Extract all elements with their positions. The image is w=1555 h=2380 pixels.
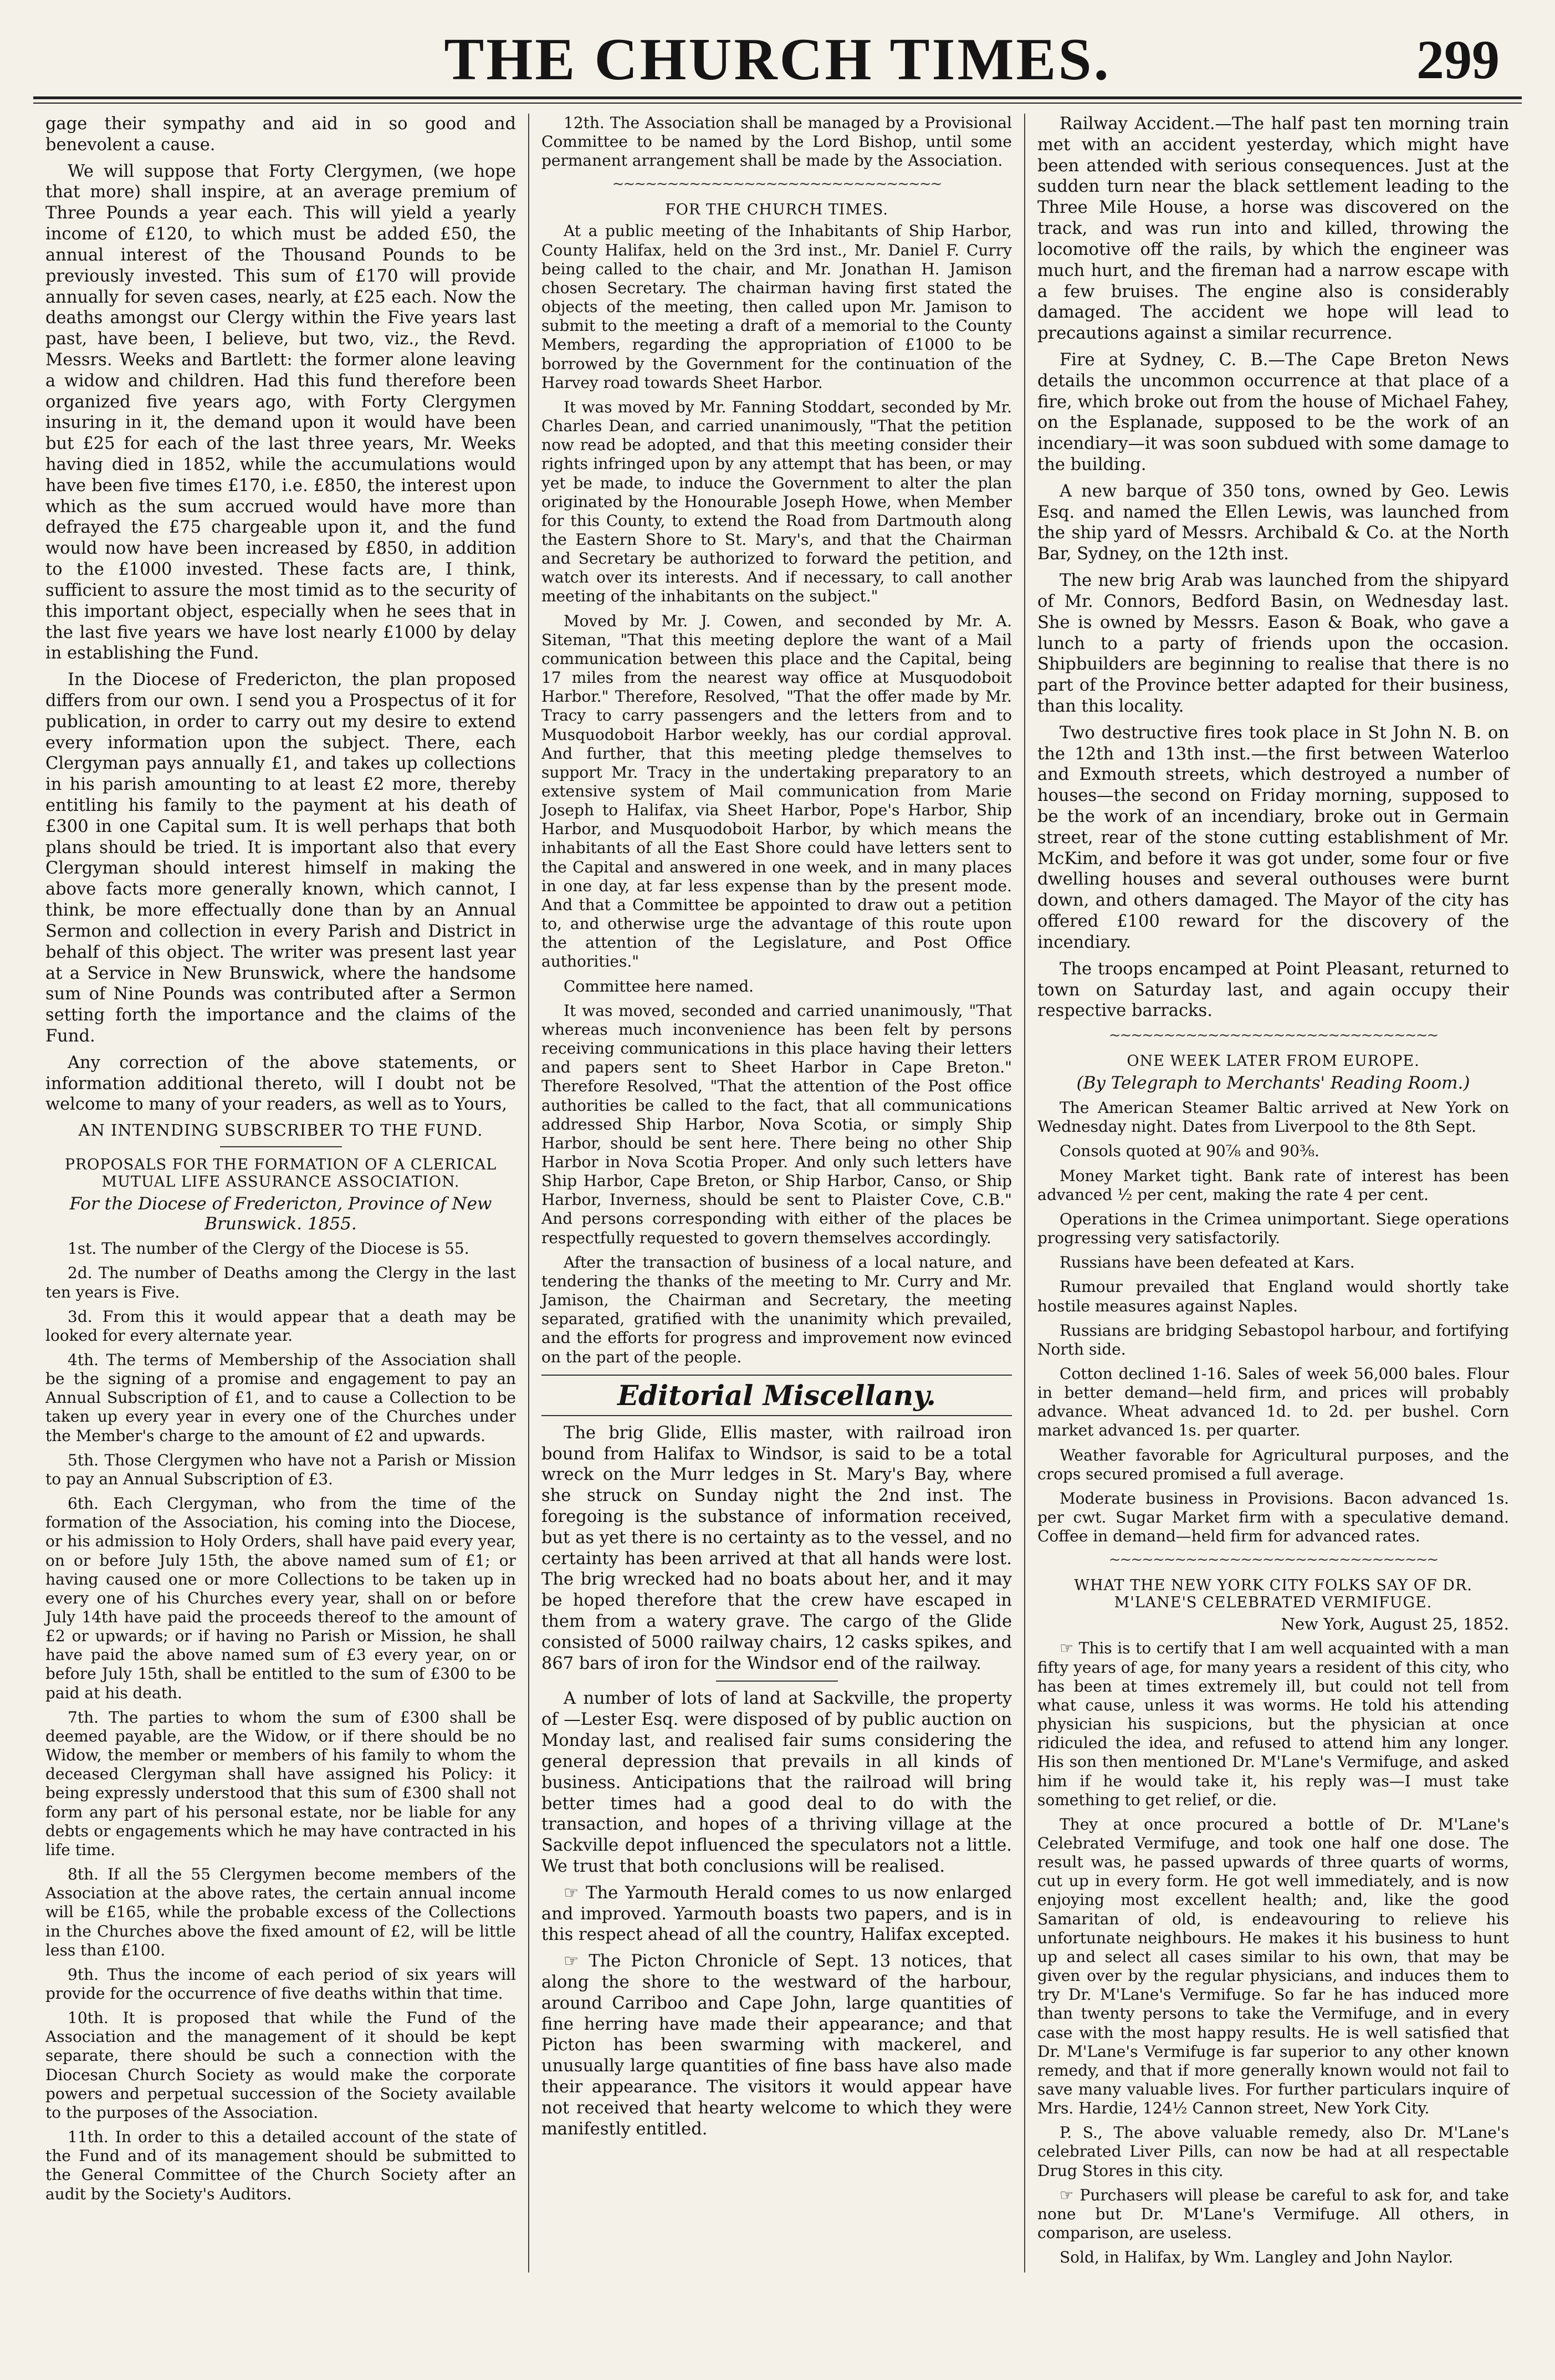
news-paragraph: Weather favorable for Agricultural purposes, and the crops secured promised a full average. (1037, 1446, 1509, 1483)
article-paragraph: A number of lots of land at Sackville, the property of —Lester Esq. were disposed of by public auction on Monday last, and realised fair sums considering the general depression that prevails in all kinds of business. Anticipations that the railroad will bring better times had a good deal to do with the transaction, and hopes of a thriving village at the Sackville depot influenced the speculators not a little. We trust that both conclusions will be realised. (541, 1689, 1012, 1876)
columns (33, 114, 1522, 2272)
news-paragraph: Cotton declined 1-16. Sales of week 56,000 bales. Flour in better demand—held firm, and prices will probably advance. Wheat advanced 1d. to 2d. per bushel. Corn market advanced 1s. per quarter. (1037, 1365, 1509, 1440)
proposal-item: 12th. The Association shall be managed by a Provisional Committee to be named by the Lord Bishop, until some permanent arrangement shall be made by the Association. (541, 114, 1012, 170)
news-paragraph: Consols quoted at 90⅞ and 90⅜. (1060, 1142, 1319, 1161)
news-paragraph: Railway Accident.—The half past ten morning train met with an accident yesterday, which might have been attended with serious consequences. Just at the sudden turn near the black settlement leading to the Three Mile House, a horse was discovered on the track, and was run into and killed, throwing the locomotive off the rails, by which the engineer was much hurt, and the fireman had a narrow escape with a few bruises. The engine also is considerably damaged. The accident we hope will lead to precautions against a similar recurrence. (1037, 114, 1509, 344)
proposal-item: 2d. The number of Deaths among the Clergy in the last ten years is Five. (45, 1264, 516, 1301)
proposal-item: 5th. Those Clergymen who have not a Parish or Mission to pay an Annual Subscription of £3. (45, 1451, 516, 1488)
news-paragraph: The troops encamped at Point Pleasant, returned to town on Saturday last, and again occupy their respective barracks. (1037, 959, 1509, 1021)
masthead (33, 20, 1522, 92)
wavy-rule: ~~~~~~~~~~~~~~~~~~~~~~~~~~~~~~ (1108, 1027, 1438, 1044)
news-paragraph: Money Market tight. Bank rate of interest has been advanced ½ per cent, making the rate 4 per cent. (1037, 1166, 1509, 1204)
news-paragraph: Two destructive fires took place in St John N. B. on the 12th and 13th inst.—the first between Waterloo and Exmouth streets, which destroyed a number of houses—the second on Friday morning, supposed to be the work of an incendiary, broke out in Germain street, rear of the stone cutting establishment of Mr. McKim, and before it was got under, some four or five dwelling houses and several outhouses were burnt down, and others damaged. The Mayor of the city has offered £100 reward for the discovery of the incendiary. (1037, 723, 1509, 952)
proposal-item: 7th. The parties to whom the sum of £300 shall be deemed payable, are the Widow, or if there should be no Widow, the member or members of his family to whom the deceased Clergyman shall have assigned his Policy: it being expressly understood that this sum of £300 shall not form any part of his personal estate, nor be liable for any debts or engagements which he may have contracted in his life time. (45, 1708, 516, 1859)
article-paragraph: The brig Glide, Ellis master, with railroad iron bound from Halifax to Windsor, is said to be a total wreck on the Murr ledges in St. Mary's Bay, where she struck on Sunday night the 2nd inst. The foregoing is the substance of information received, but as yet there is no certainty as to the vessel, and no certainty has been arrived at that all hands were lost. The brig wrecked had no boats about her, and it may be hoped therefore that the crew have escaped in them from a watery grave. The cargo of the Glide consisted of 5000 railway chairs, 12 casks spikes, and 867 bars of iron for the Windsor end of the railway. (541, 1423, 1012, 1673)
news-paragraph: The American Steamer Baltic arrived at New York on Wednesday night. Dates from Liverpool to the 8th Sept. (1037, 1099, 1509, 1136)
europe-news-heading: ONE WEEK LATER FROM EUROPE. (1127, 1053, 1420, 1070)
proposal-item: 4th. The terms of Membership of the Association shall be the signing of a promise and engagement to pay an Annual Subscription of £1, and to cause a Collection to be taken up every year in every one of the Churches under the Member's charge to the amount of £2 and upwards. (45, 1350, 516, 1445)
advertisement-paragraph: ☞ Purchasers will please be careful to ask for, and take none but Dr. M'Lane's Vermifuge. All others, in comparison, are useless. (1037, 2185, 1509, 2243)
article-paragraph: ☞ The Yarmouth Herald comes to us now enlarged and improved. Yarmouth boasts two papers, and is in this respect ahead of all the country, Halifax excepted. (541, 1883, 1012, 1945)
news-paragraph: A new barque of 350 tons, owned by Geo. Lewis Esq. and named the Ellen Lewis, was launched from the ship yard of Messrs. Archibald & Co. at the North Bar, Sydney, on the 12th inst. (1037, 481, 1509, 564)
news-paragraph: Russians are bridging Sebastopol harbour, and fortifying North side. (1037, 1321, 1509, 1358)
column-2 (529, 114, 1025, 2272)
proposal-item: 9th. Thus the income of each period of six years will provide for the occurrence of five deaths within that time. (45, 1965, 516, 2003)
article-paragraph: It was moved, seconded and carried unanimously, "That whereas much inconvenience has been felt by persons receiving communications in this place having their letters and papers sent to Sheet Harbor in Cape Breton." Therefore Resolved, "That the attention of the Post office authorities be called to the fact, that all communications addressed Ship Harbor, Nova Scotia, or simply Ship Harbor, should be sent here. There being no other Ship Harbor in Nova Scotia Proper. And only such letters have Ship Harbor, Cape Breton, or Ship Harbor, Canso, or Ship Harbor, Inverness, should be sent to Plaister Cove, C.B." And persons corresponding with either of the places be respectfully requested to govern themselves accordingly. (541, 1001, 1012, 1247)
proposals-subheading: For the Diocese of Fredericton, Province of New Brunswick. 1855. (69, 1194, 492, 1234)
advertisement-paragraph: Sold, in Halifax, by Wm. Langley and John Naylor. (1060, 2248, 1454, 2267)
section-heading: FOR THE CHURCH TIMES. (665, 201, 888, 219)
letter-signature: AN INTENDING SUBSCRIBER TO THE FUND. (78, 1121, 483, 1140)
article-paragraph: At a public meeting of the Inhabitants of Ship Harbor, County Halifax, held on the 3rd inst., Mr. Daniel F. Curry being called to the chair, and Mr. Jonathan H. Jamison chosen Secretary. The chairman having first stated the objects of the meeting, then called upon Mr. Jamison to submit to the meeting a draft of a memorial to the County Members, regarding the appropriation of £1000 to be borrowed by the Government for the continuation of the Harvey road towards Sheet Harbor. (541, 222, 1012, 392)
editorial-miscellany-heading: Editorial Miscellany. (541, 1375, 1012, 1416)
letter-paragraph: gage their sympathy and aid in so good and benevolent a cause. (45, 114, 516, 155)
article-paragraph: Moved by Mr. J. Cowen, and seconded by Mr. A. Siteman, "That this meeting deplore the want of a Mail communication between this place and the Capital, being 17 miles from the nearest way office at Musquodoboit Harbor." Therefore, Resolved, "That the offer made by Mr. Tracy to carry passengers and the letters from and to Musquodoboit Harbor weekly, has our cordial approval. And further, that this meeting pledge themselves to support Mr. Tracy in the undertaking preparatory to an extensive system of Mail communication from Marie Joseph to Halifax, via Sheet Harbor, Pope's Harbor, Ship Harbor, and Musquodoboit Harbor, by which means the inhabitants of all the East Shore could have letters sent to the Capital and answered in one week, and in many places in one day, at far less expense than by the present mode. And that a Committee be appointed to draw out a petition to, and otherwise urge the advantage of this route upon the attention of the Legislature, and Post Office authorities." (541, 611, 1012, 971)
proposal-item: 6th. Each Clergyman, who from the time of the formation of the Association, his coming into the Diocese, or his admission to Holy Orders, shall have paid every year, on or before July 15th, the above named sum of £1; or having caused one or more Collections to be taken up in every one of his Churches every year, shall on or before July 14th have paid the proceeds thereof to the amount of £2 or upwards; or if having no Parish or Mission, he shall have paid the above named sum of £3 every year, on or before July 15th, shall be entitled to the sum of £300 to be paid at his death. (45, 1494, 516, 1702)
letter-paragraph: In the Diocese of Fredericton, the plan proposed differs from our own. I send you a Prospectus of it for publication, in order to carry out my desire to extend every information upon the subject. There, each Clergyman pays annually £1, and takes up collections in his parish amounting to at least £2 more, thereby entitling his family to the payment at his death of £300 in one Capital sum. It is well perhaps that both plans should be tried. It is important also that every Clergyman should interest himself in making the above facts more generally known, which cannot, I think, be more effectually done than by an Annual Sermon and collection in every Parish and District in behalf of this object. The writer was present last year at a Service in New Brunswick, where the handsome sum of Nine Pounds was contributed after a Sermon setting forth the importance and the claims of the Fund. (45, 670, 516, 1046)
advertisement-paragraph: ☞ This is to certify that I am well acquainted with a man fifty years of age, for many years a resident of this city, who has been at times extremely ill, but could not tell from what cause, unless it was worms. He told his attending physician his suspicions, but the physician at once ridiculed the idea, and refused to attend him any longer. His son then mentioned Dr. M'Lane's Vermifuge, and asked him if he would take it, his reply was—I must take something to get relief, or die. (1037, 1639, 1509, 1809)
advertisement-heading: WHAT THE NEW YORK CITY FOLKS SAY OF DR. M'LANE'S CELEBRATED VERMIFUGE. (1074, 1577, 1472, 1612)
article-paragraph: Committee here named. (564, 977, 754, 995)
article-paragraph: After the transaction of business of a local nature, and tendering the thanks of the meeting to Mr. Curry and Mr. Jamison, the Chairman and Secretary, the meeting separated, gratified with the unanimity which prevailed, and the efforts for progress and improvement now evinced on the part of the people. (541, 1253, 1012, 1366)
masthead-rule (33, 96, 1522, 104)
advertisement-date: New York, August 25, 1852. (1281, 1615, 1509, 1634)
letter-paragraph: Any correction of the above statements, or information additional thereto, will I doubt not be welcome to many of your readers, as well as to Yours, (45, 1053, 516, 1115)
divider (220, 1146, 342, 1147)
proposals-heading: PROPOSALS FOR THE FORMATION OF A CLERICAL MUTUAL LIFE ASSURANCE ASSOCIATION. (64, 1156, 497, 1191)
article-paragraph: ☞ The Picton Chronicle of Sept. 13 notices, that along the shore to the westward of the harbour, around Carriboo and Cape John, large quantities of fine herring have made their appearance; and that Picton has been swarming with mackerel, and unusually large quantities of fine bass have also made their appearance. The visitors it would appear have not received that hearty welcome to which they were manifestly entitled. (541, 1952, 1012, 2139)
newspaper-title: THE CHURCH TIMES. (444, 27, 1111, 93)
proposal-item: 11th. In order to this a detailed account of the state of the Fund and of its management should be submitted to the General Committee of the Church Society after an audit by the Society's Auditors. (45, 2128, 516, 2203)
page-number: 299 (1416, 29, 1500, 90)
news-paragraph: Rumour prevailed that England would shortly take hostile measures against Naples. (1037, 1278, 1509, 1315)
news-paragraph: Operations in the Crimea unimportant. Siege operations progressing very satisfactorily. (1037, 1209, 1509, 1248)
proposal-item: 3d. From this it would appear that a death may be looked for every alternate year. (45, 1307, 516, 1345)
letter-paragraph: We will suppose that Forty Clergymen, (we hope that more) shall inspire, at an average premium of Three Pounds a year each. This will yield a yearly income of £120, to which must be added £50, the annual interest of the Thousand Pounds to be previously invested. This sum of £170 will provide annually for seven cases, nearly, at £25 each. Now the deaths amongst our Clergy within the Five years last past, have been, I believe, but two, viz., the Revd. Messrs. Weeks and Bartlett: the former alone leaving a widow and children. Had this fund therefore been organized five years ago, with Forty Clergymen insuring in it, the demand upon it would have been but £25 for each of the last three years, Mr. Weeks having died in 1852, while the accumulations would have been five times £170, i.e. £850, the interest upon which as the sum accrued would have more than defrayed the £75 chargeable upon it, and the fund would now have been increased by £850, in addition to the £1000 invested. These facts are, I think, sufficient to assure the most timid as to the security of this important object, especially when he sees that in the last five years we have lost nearly £1000 by delay in establishing the Fund. (45, 161, 516, 663)
wavy-rule: ~~~~~~~~~~~~~~~~~~~~~~~~~~~~~~ (1108, 1551, 1438, 1569)
news-paragraph: Fire at Sydney, C. B.—The Cape Breton News details the uncommon occurrence at that place of a fire, which broke out from the house of Michael Fahey, on the Esplanade, supposed to be the work of an incendiary—it was soon subdued with some damage to the building. (1037, 350, 1509, 474)
proposal-item: 8th. If all the 55 Clergymen become members of the Association at the above rates, the certain annual income will be £165, while the probable excess of the Collections in the Churches above the fixed amount of £2, will be little less than £100. (45, 1865, 516, 1959)
news-paragraph: Moderate business in Provisions. Bacon advanced 1s. per cwt. Sugar Market firm with a speculative demand. Coffee in demand—held firm for advanced rates. (1037, 1489, 1509, 1546)
proposal-item: 1st. The number of the Clergy of the Diocese is 55. (68, 1239, 469, 1258)
advertisement-paragraph: They at once procured a bottle of Dr. M'Lane's Celebrated Vermifuge, and took one half one dose. The result was, he passed upwards of three quarts of worms, cut up in every form. He got well immediately, and is now enjoying most excellent health; and, like the good Samaritan of old, is endeavouring to relieve his unfortunate neighbours. He makes it his business to hunt up and select all cases similar to his own, that may be given over by the regular physicians, and induces them to try Dr. M'Lane's Vermifuge. So far he has induced more than twenty persons to take the Vermifuge, and in every case with the most happy results. He is well satisfied that Dr. M'Lane's Vermifuge is far superior to any other known remedy, and that if more generally known would not fail to save many valuable lives. For further particulars inquire of Mrs. Hardie, 124½ Cannon street, New York City. (1037, 1815, 1509, 2118)
column-1 (33, 114, 529, 2272)
column-3 (1025, 114, 1521, 2272)
wavy-rule: ~~~~~~~~~~~~~~~~~~~~~~~~~~~~~~ (612, 176, 942, 193)
advertisement-paragraph: P. S., The above valuable remedy, also Dr. M'Lane's celebrated Liver Pills, can now be had at all respectable Drug Stores in this city. (1037, 2123, 1509, 2180)
news-paragraph: Russians have been defeated at Kars. (1060, 1253, 1355, 1272)
europe-news-subheading: (By Telegraph to Merchants' Reading Room.) (1076, 1073, 1470, 1094)
divider (716, 1681, 838, 1682)
article-paragraph: It was moved by Mr. Fanning Stoddart, seconded by Mr. Charles Dean, and carried unanimously, "That the petition now read be adopted, and that this meeting consider their rights infringed upon by any attempt that has been, or may yet be made, to induce the Government to alter the plan originated by the Honourable Joseph Howe, when Member for this County, to extend the Road from Dartmouth along the Eastern Shore to St. Mary's, and that the Chairman and Secretary be authorized to forward the petition, and watch over its interests. And if necessary, to call another meeting of the inhabitants on the subject." (541, 397, 1012, 606)
news-paragraph: The new brig Arab was launched from the shipyard of Mr. Connors, Bedford Basin, on Wednesday last. She is owned by Messrs. Eason & Boak, who gave a lunch to a party of friends upon the occasion. Shipbuilders are beginning to realise that there is no part of the Province better adapted for their business, than this locality. (1037, 571, 1509, 716)
proposal-item: 10th. It is proposed that while the Fund of the Association and the management of it should be kept separate, there should be such a connection with the Diocesan Church Society as would make the corporate powers and perpetual succession of the Society available to the purposes of the Association. (45, 2009, 516, 2122)
